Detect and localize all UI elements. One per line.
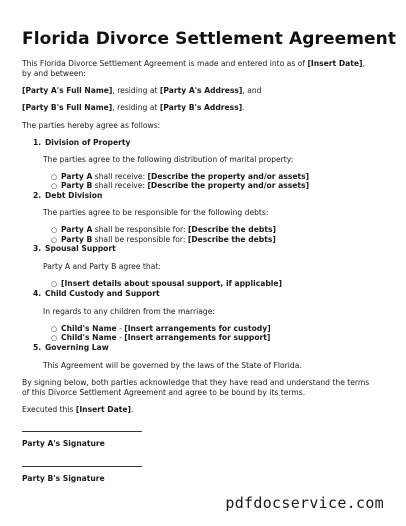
party-a-line: [Party A's Full Name], residing at [Party A's Address], and (22, 86, 262, 95)
bullet-icon: ○ (51, 182, 58, 190)
bullet-icon: ○ (51, 226, 58, 234)
closing-line-1: By signing below, both parties acknowledge that they have read and understand the terms (22, 378, 370, 387)
site-watermark: pdfdocservice.com (225, 494, 384, 512)
intro-line-2: by and between: (22, 69, 86, 78)
agree-text: The parties hereby agree as follows: (22, 121, 161, 130)
party-b-line: [Party B's Full Name], residing at [Party B's Address]. (22, 103, 245, 112)
signature-line-party-a (22, 431, 142, 432)
section-heading: 3. Spousal Support (33, 244, 116, 253)
intro-line-1: This Florida Divorce Settlement Agreement is made and entered into as of [Insert Date], (22, 59, 365, 68)
list-item: ○ Party B shall be responsible for: [Describe the debts] (51, 235, 276, 244)
section-body: Party A and Party B agree that: (43, 262, 161, 271)
bullet-icon: ○ (51, 280, 58, 288)
section-body: The parties agree to the following distribution of marital property: (43, 155, 294, 164)
list-item: ○ Party A shall be responsible for: [Describe the debts] (51, 225, 276, 234)
bullet-icon: ○ (51, 236, 58, 244)
closing-line-2: of this Divorce Settlement Agreement and agree to be bound by its terms. (22, 388, 306, 397)
list-item: ○ Party B shall receive: [Describe the property and/or assets] (51, 181, 310, 190)
list-item: ○ [Insert details about spousal support, if applicable] (51, 279, 282, 288)
page-title: Florida Divorce Settlement Agreement (22, 29, 397, 49)
executed-line: Executed this [Insert Date]. (22, 405, 134, 414)
list-item: ○ Child's Name - [Insert arrangements for custody] (51, 324, 271, 333)
list-item: ○ Child's Name - [Insert arrangements for support] (51, 333, 271, 342)
section-body: This Agreement will be governed by the laws of the State of Florida. (43, 361, 302, 370)
list-item: ○ Party A shall receive: [Describe the property and/or assets] (51, 172, 310, 181)
section-heading: 5. Governing Law (33, 343, 109, 352)
section-heading: 1. Division of Property (33, 138, 131, 147)
section-body: The parties agree to be responsible for the following debts: (43, 208, 269, 217)
bullet-icon: ○ (51, 173, 58, 181)
signature-label-party-a: Party A's Signature (22, 439, 105, 448)
section-body: In regards to any children from the marriage: (43, 307, 215, 316)
section-heading: 4. Child Custody and Support (33, 289, 160, 298)
signature-label-party-b: Party B's Signature (22, 474, 105, 483)
intro-date-placeholder: [Insert Date] (307, 59, 363, 68)
section-heading: 2. Debt Division (33, 191, 103, 200)
bullet-icon: ○ (51, 325, 58, 333)
signature-line-party-b (22, 466, 142, 467)
bullet-icon: ○ (51, 334, 58, 342)
